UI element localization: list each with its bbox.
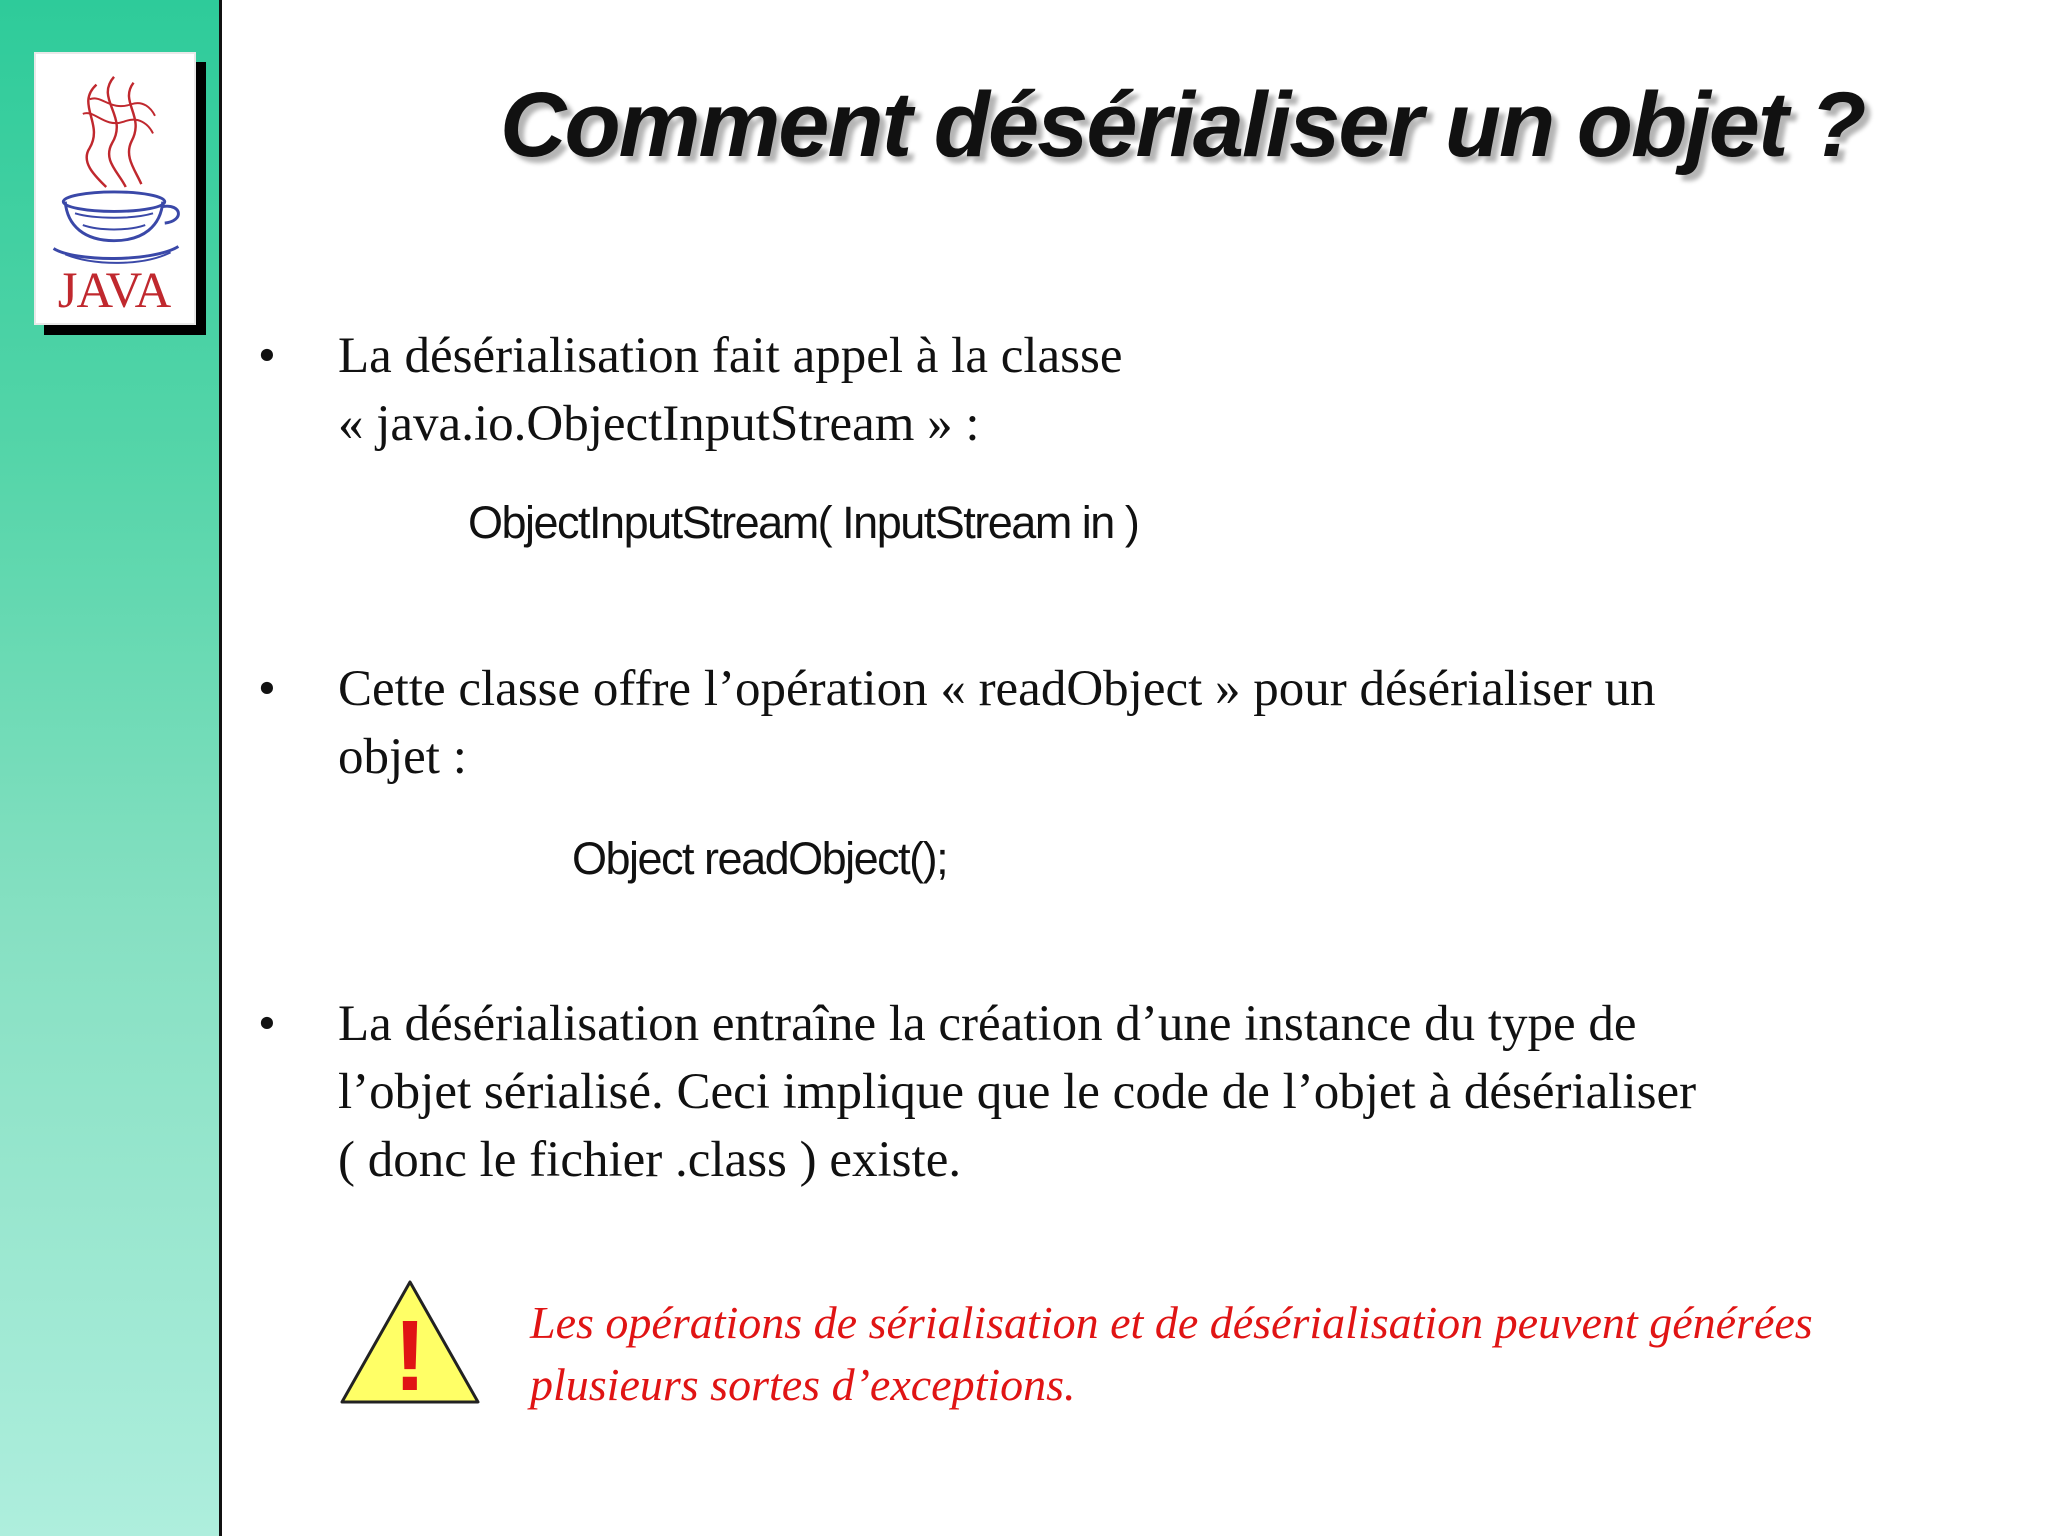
java-coffee-cup-logo-icon xyxy=(36,54,194,323)
bullet-marker: • xyxy=(258,328,276,384)
slide-title: Comment désérialiser un objet ? xyxy=(500,74,1865,176)
svg-text:!: ! xyxy=(393,1300,427,1406)
code-snippet-readobject: Object readObject(); xyxy=(572,833,948,884)
warning-message xyxy=(530,1292,2010,1416)
bullet-line: La désérialisation fait appel à la classe xyxy=(338,328,1123,384)
bullet-line: l’objet sérialisé. Ceci implique que le code de l’objet à désérialiser xyxy=(338,1064,1697,1120)
bullet-line: Cette classe offre l’opération « readObject » pour désérialiser un xyxy=(338,661,1656,717)
bullet-text xyxy=(338,990,1918,1194)
bullet-text xyxy=(338,322,1918,458)
warning-line: Les opérations de sérialisation et de désérialisation peuvent générées xyxy=(530,1297,1813,1348)
bullet-marker: • xyxy=(258,661,276,717)
bullet-marker: • xyxy=(258,996,276,1052)
java-logo xyxy=(34,52,196,325)
bullet-text xyxy=(338,655,1918,791)
bullet-line: « java.io.ObjectInputStream » : xyxy=(338,396,980,452)
bullet-line: ( donc le fichier .class ) existe. xyxy=(338,1132,962,1188)
svg-text:JAVA: JAVA xyxy=(57,262,171,319)
bullet-line: La désérialisation entraîne la création d’une instance du type de xyxy=(338,996,1637,1052)
bullet-line: objet : xyxy=(338,729,467,785)
warning-triangle-icon xyxy=(338,1278,482,1406)
warning-line: plusieurs sortes d’exceptions. xyxy=(530,1359,1076,1410)
code-snippet-constructor: ObjectInputStream( InputStream in ) xyxy=(468,497,1139,548)
